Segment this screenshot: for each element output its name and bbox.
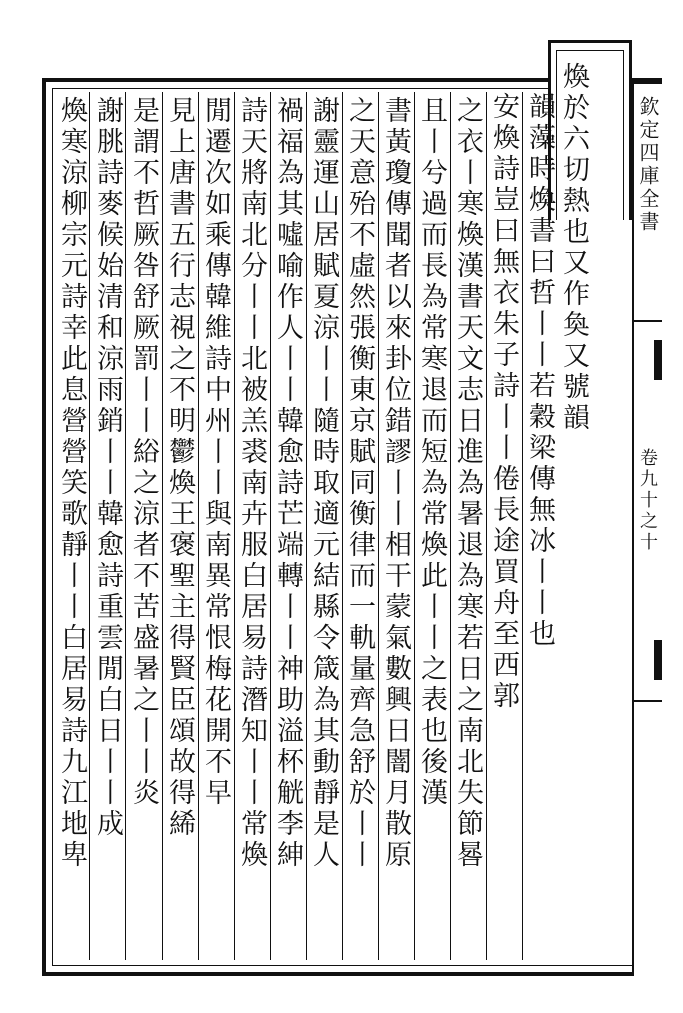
fore-edge-divider-1: [634, 320, 662, 322]
text-column-8: 謝靈運山居賦夏涼丨丨隨時取適元結縣令箴為其動靜是人: [308, 96, 339, 871]
text-column-4: 之衣丨寒煥漢書天文志日進為暑退為寒若日之南北失節晷: [452, 96, 483, 871]
column-rule: [450, 92, 451, 960]
column-rule: [414, 92, 415, 960]
text-column-12: 見上唐書五行志視之不明鬱煥王褒聖主得賢臣頌故得絺: [164, 96, 195, 840]
column-rule: [125, 92, 126, 960]
text-column-2: 韻藻時煥書曰哲丨丨若穀梁傳無冰丨丨也: [524, 92, 555, 650]
fore-edge-title: 欽定四庫全書: [636, 96, 660, 234]
text-column-13: 是謂不哲厥咎舒厥罰丨丨綌之涼者不苦盛暑之丨丨炎: [128, 96, 159, 809]
text-column-15: 煥寒涼柳宗元詩幸此息營營笑歌靜丨丨白居易詩九江地卑: [56, 96, 87, 871]
fore-edge-fishtail-1: [654, 340, 662, 380]
text-column-6: 書黃瓊傳聞者以來卦位錯謬丨丨相干蒙氣數興日闇月散原: [380, 96, 411, 871]
column-rule: [486, 92, 487, 960]
fore-edge-volume: 卷九十之十: [637, 448, 658, 553]
column-rule: [522, 92, 523, 960]
fore-edge-top-bar: [634, 78, 662, 84]
text-column-1: 煥於六切熱也又作奐又號韻: [558, 62, 589, 434]
column-rule: [234, 92, 235, 960]
column-rule: [306, 92, 307, 960]
text-column-7: 之天意殆不虛然張衡東京賦同衡律而一軌量齊急舒於丨丨: [344, 96, 375, 871]
text-column-14: 謝朓詩麥候始清和涼雨銷丨丨韓愈詩重雲閒白日丨丨成: [92, 96, 123, 840]
text-column-3: 安煥詩豈曰無衣朱子詩丨丨倦長途買舟至西郭: [488, 92, 519, 712]
column-rule: [162, 92, 163, 960]
text-column-11: 閒遷次如乘傳韓維詩中州丨丨與南異常恨梅花開不早: [200, 96, 231, 809]
text-column-10: 詩天將南北分丨丨北被羔裘南卉服白居易詩潛知丨丨常煥: [236, 96, 267, 871]
column-rule: [198, 92, 199, 960]
column-rule: [270, 92, 271, 960]
fore-edge-fishtail-2: [654, 640, 662, 680]
text-column-5: 且丨兮過而長為常寒退而短為常煥此丨丨之表也後漢: [416, 96, 447, 809]
column-rule: [342, 92, 343, 960]
fore-edge-divider-2: [634, 700, 662, 702]
column-rule: [378, 92, 379, 960]
text-column-9: 禍福為其噓喻作人丨丨韓愈詩芒端轉丨丨神助溢杯觥李紳: [272, 96, 303, 871]
column-rule: [89, 92, 90, 960]
